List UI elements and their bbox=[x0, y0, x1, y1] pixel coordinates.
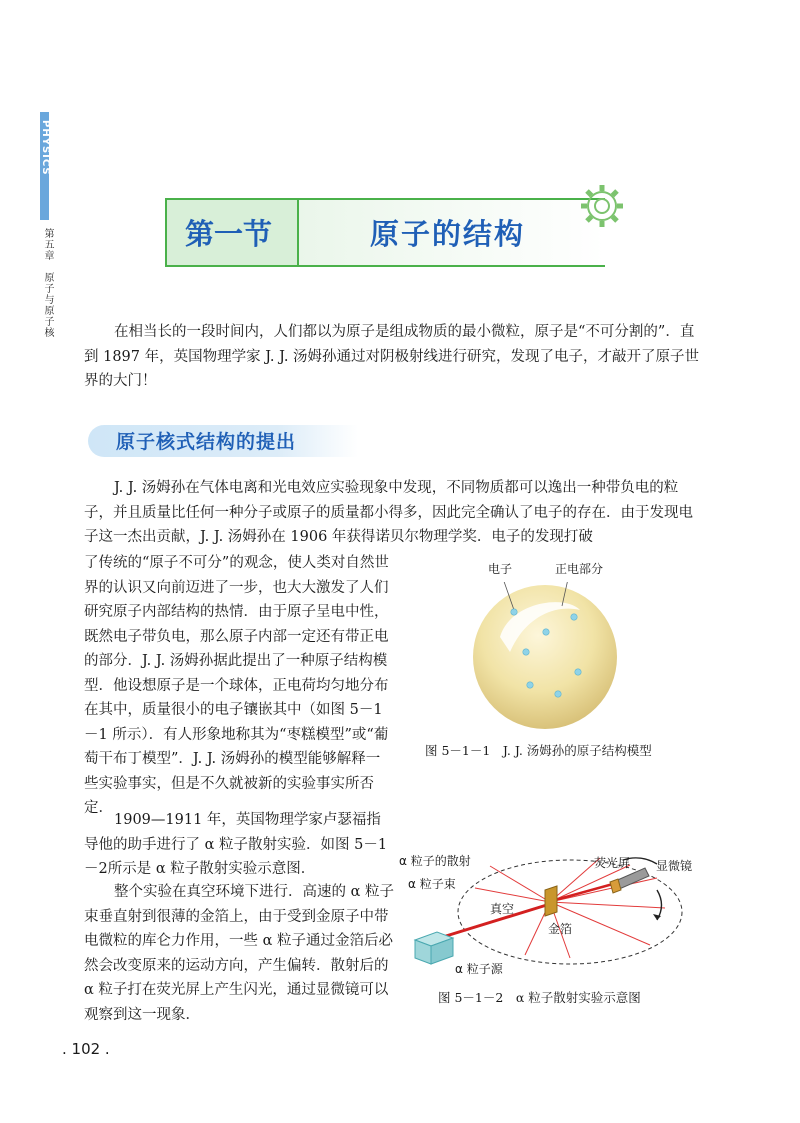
figure2-label-source: α 粒子源 bbox=[455, 962, 503, 976]
section-title: 原子的结构 bbox=[370, 217, 526, 251]
gear-icon bbox=[572, 176, 632, 236]
paragraph-experiment: 整个实验在真空环境下进行．高速的 α 粒子束垂直射到很薄的金箔上，由于受到金原子中带电微粒的库仑力作用，一些 α 粒子通过金箔后必然会改变原来的运动方向，产生偏转．散射后的 α 粒子打在荧光屏上产生闪光，通过显微镜可以观察到这一现象． bbox=[84, 884, 395, 1023]
figure2-label-screen: 荧光屏 bbox=[594, 856, 631, 870]
subheading: 原子核式结构的提出 bbox=[116, 431, 297, 453]
section-number: 第一节 bbox=[185, 217, 273, 251]
paragraph-thomson-model: 了传统的“原子不可分”的观念，使人类对自然世界的认识又向前迈进了一步，也大大激发了人们研究原子内部结构的热情．由于原子呈电中性，既然电子带负电，那么原子内部一定还有带正电的部分．J. J. 汤姆孙据此提出了一种原子结构模型．他设想原子是一个球体，正电荷均匀地分布在其中，质量很小的电子镶嵌其中（如图 5－1－1 所示）．有人形象地称其为“枣糕模型”或“葡萄干布丁模型”．J. J. 汤姆孙的模型能够解释一些实验事实，但是不久就被新的实验事实所否定． bbox=[84, 555, 389, 816]
gold-foil bbox=[545, 886, 557, 916]
electron-dot bbox=[511, 609, 517, 615]
figure1-label-electron: 电子 bbox=[488, 562, 513, 576]
side-physics-label: PHYSICS bbox=[40, 120, 51, 176]
figure2-label-scatter: α 粒子的散射 bbox=[399, 854, 471, 868]
paragraph-rutherford: 1909—1911 年，英国物理学家卢瑟福指导他的助手进行了 α 粒子散射实验．如图 5－1－2所示是 α 粒子散射实验示意图． bbox=[84, 812, 388, 877]
electron-dot bbox=[571, 614, 577, 620]
figure2-caption: 图 5－1－2 α 粒子散射实验示意图 bbox=[438, 990, 641, 1005]
electron-dot bbox=[527, 682, 533, 688]
figure2-label-beam: α 粒子束 bbox=[408, 877, 456, 891]
intro-paragraph: 在相当长的一段时间内，人们都以为原子是组成物质的最小微粒，原子是“不可分割的”．直到 1897 年，英国物理学家 J. J. 汤姆孙通过对阴极射线进行研究，发现了电子，才敲开了原子世界的大门！ bbox=[84, 324, 700, 389]
figure2-label-foil: 金箔 bbox=[548, 922, 573, 936]
electron-dot bbox=[555, 691, 561, 697]
figure2-label-microscope: 显微镜 bbox=[656, 859, 693, 873]
alpha-source-box bbox=[415, 932, 453, 964]
figure1-atom-model bbox=[470, 582, 620, 732]
electron-dot bbox=[543, 629, 549, 635]
figure1-caption: 图 5－1－1 J. J. 汤姆孙的原子结构模型 bbox=[425, 743, 652, 758]
page-number: . 102 . bbox=[62, 1040, 110, 1058]
electron-dot bbox=[523, 649, 529, 655]
figure2-label-vacuum: 真空 bbox=[490, 902, 515, 916]
figure1-label-positive: 正电部分 bbox=[555, 562, 604, 576]
electron-dot bbox=[575, 669, 581, 675]
paragraph-thomson-electron: J. J. 汤姆孙在气体电离和光电效应实验现象中发现，不同物质都可以逸出一种带负电的粒子，并且质量比任何一种分子或原子的质量都小得多，因此完全确认了电子的存在．由于发现电子这一杰出贡献，J. J. 汤姆孙在 1906 年获得诺贝尔物理学奖．电子的发现打破 bbox=[84, 480, 693, 545]
side-chapter-label: 第五章 原子与原子核 bbox=[42, 228, 53, 338]
